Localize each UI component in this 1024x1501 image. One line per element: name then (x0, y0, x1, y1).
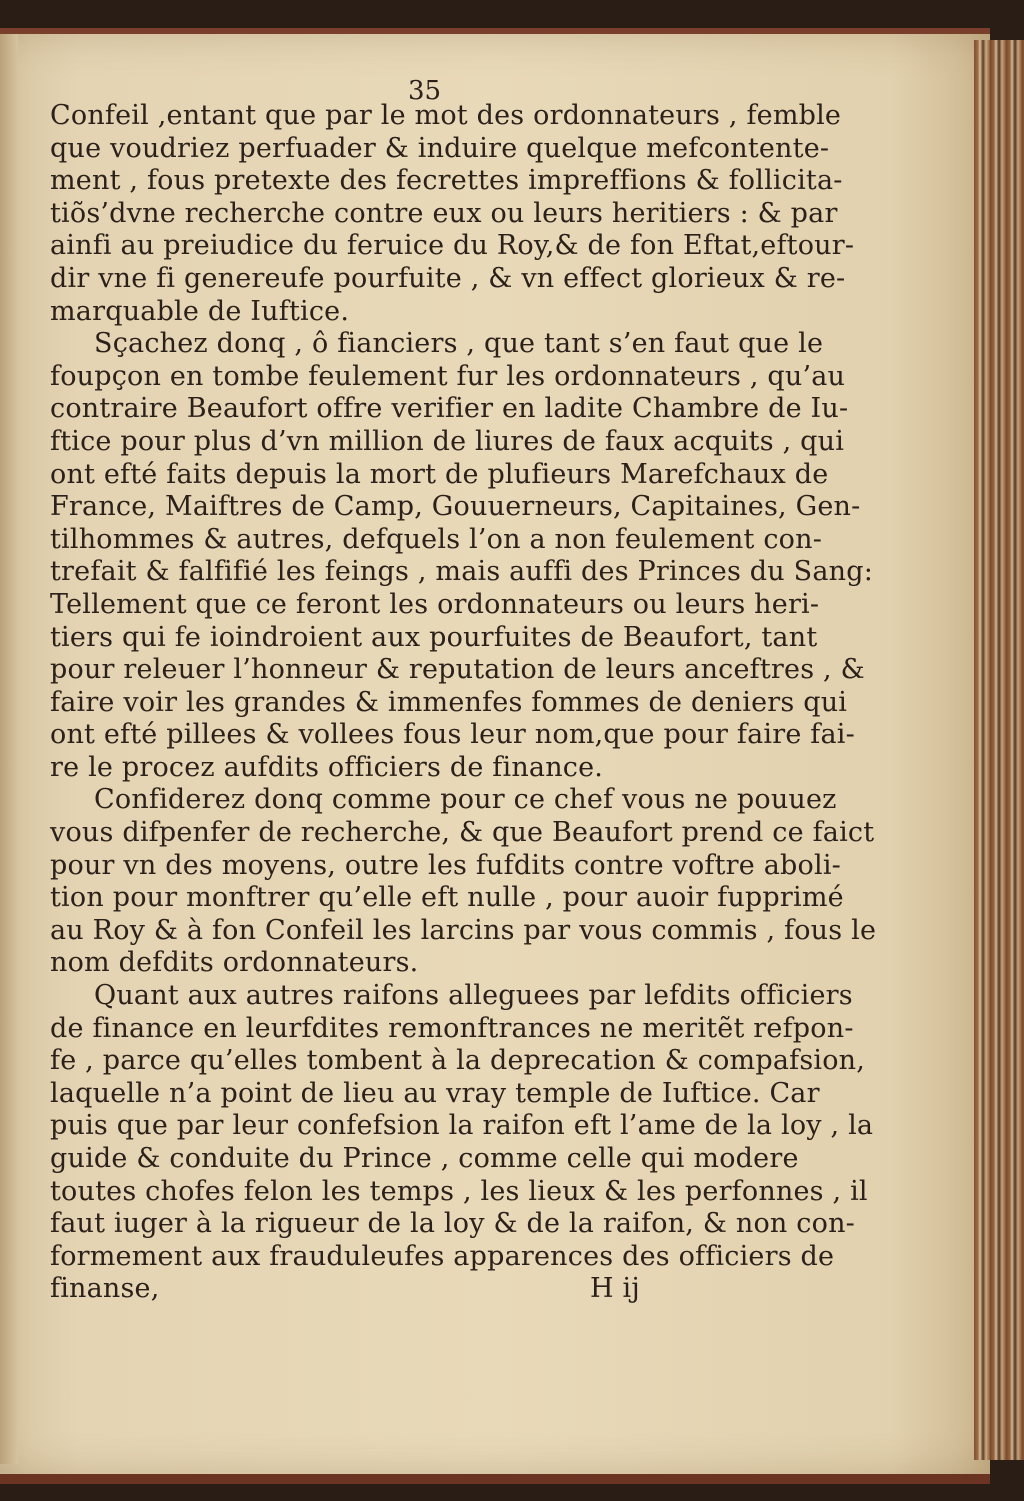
text-line: pour releuer l’honneur & reputation de leurs anceftres , & (50, 654, 865, 686)
text-line: toutes chofes felon les temps , les lieux & les perfonnes , il (50, 1175, 868, 1207)
text-line: puis que par leur confefsion la raifon eft l’ame de la loy , la (50, 1110, 874, 1142)
text-line: formement aux frauduleufes apparences des officiers de (50, 1240, 835, 1272)
text-line: pour vn des moyens, outre les fufdits contre voftre aboli- (50, 849, 841, 881)
text-line: Confeil ,entant que par le mot des ordonnateurs , femble (50, 100, 842, 131)
text-line: ftice pour plus d’vn million de liures de faux acquits , qui (50, 425, 845, 457)
page-number: 35 (408, 76, 442, 106)
text-line: tiers qui fe ioindroient aux pourfuites de Beaufort, tant (50, 621, 818, 653)
text-line: ont efté pillees & vollees fous leur nom,que pour faire fai- (50, 719, 855, 751)
text-line: Tellement que ce feront les ordonnateurs ou leurs heri- (50, 588, 820, 620)
paragraph-start: Sçachez donq , ô fianciers , que tant s’en faut que le (94, 328, 824, 360)
text-line: que voudriez perfuader & induire quelque mefcontente- (50, 132, 830, 164)
text-line: trefait & falfifié les feings , mais auffi des Princes du Sang: (50, 556, 874, 588)
text-line: marquable de Iuftice. (50, 295, 350, 327)
book-edge (974, 40, 1024, 1460)
page-text (50, 100, 877, 1306)
text-line: foupçon en tombe feulement fur les ordonnateurs , qu’au (50, 360, 846, 392)
page-footer (50, 1273, 790, 1306)
text-line: tion pour monftrer qu’elle eft nulle , pour auoir fupprimé (50, 882, 844, 914)
text-line: dir vne fi genereufe pourfuite , & vn effect glorieux & re- (50, 262, 846, 294)
text-line: France, Maiftres de Camp, Gouuerneurs, Capitaines, Gen- (50, 491, 861, 523)
signature-mark: H ij (590, 1273, 640, 1305)
text-line: nom defdits ordonnateurs. (50, 947, 419, 979)
text-line: contraire Beaufort offre verifier en ladite Chambre de Iu- (50, 393, 849, 425)
text-line: vous difpenfer de recherche, & que Beaufort prend ce faict (50, 817, 875, 849)
text-line: ment , fous pretexte des fecrettes impreffions & follicita- (50, 165, 843, 197)
paragraph-start: Quant aux autres raifons alleguees par lefdits officiers (94, 980, 853, 1012)
text-line: guide & conduite du Prince , comme celle qui modere (50, 1143, 799, 1174)
text-line: ainfi au preiudice du feruice du Roy,& de fon Eftat,eftour- (50, 230, 855, 262)
text-line: re le procez aufdits officiers de finance. (50, 751, 604, 783)
text-line: laquelle n’a point de lieu au vray temple de Iuftice. Car (50, 1077, 820, 1109)
text-line: faire voir les grandes & immenfes fommes de deniers qui (50, 686, 848, 718)
text-line: fe , parce qu’elles tombent à la deprecation & compafsion, (50, 1045, 866, 1077)
text-line: ont efté faits depuis la mort de plufieurs Marefchaux de (50, 458, 829, 490)
text-line: faut iuger à la rigueur de la loy & de la raifon, & non con- (50, 1208, 855, 1240)
text-line: tiõs’dvne recherche contre eux ou leurs heritiers : & par (50, 197, 838, 229)
page-left-margin (0, 34, 18, 1464)
text-line: de finance en leurfdites remonftrances ne meritẽt refpon- (50, 1012, 854, 1044)
catchword: finanse, (50, 1273, 160, 1305)
text-line: tilhommes & autres, defquels l’on a non feulement con- (50, 523, 823, 555)
paragraph-start: Confiderez donq comme pour ce chef vous ne pouuez (94, 784, 837, 816)
text-line: au Roy & à fon Confeil les larcins par vous commis , fous le (50, 914, 877, 946)
